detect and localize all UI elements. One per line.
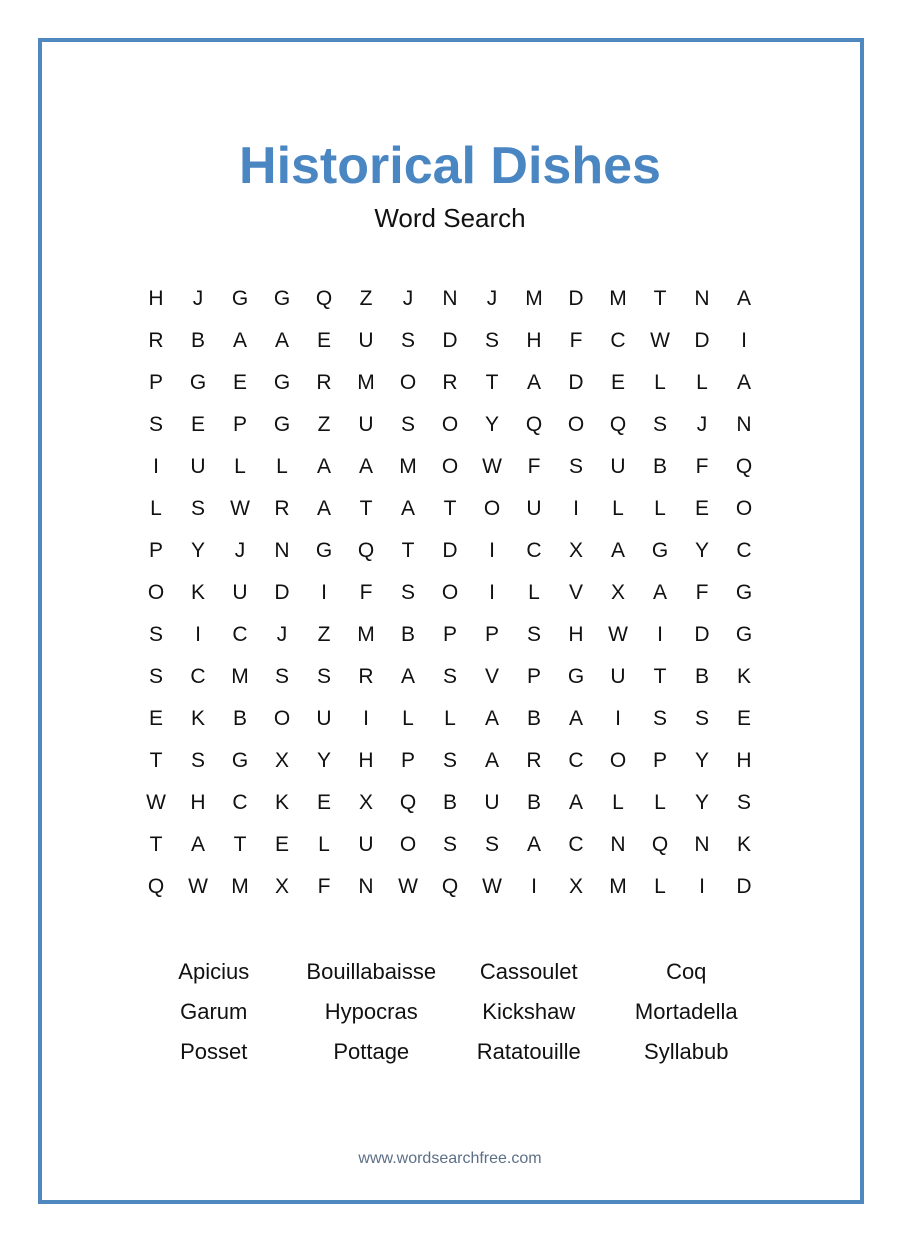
grid-letter[interactable]: S — [442, 749, 457, 772]
grid-row — [135, 530, 765, 572]
grid-letter[interactable]: Y — [694, 749, 709, 772]
grid-letter[interactable]: I — [699, 875, 705, 898]
grid-letter[interactable]: N — [274, 539, 290, 562]
grid-letter[interactable]: W — [482, 455, 502, 478]
grid-letter[interactable]: F — [695, 455, 709, 478]
grid-row — [135, 614, 765, 656]
grid-letter[interactable]: A — [190, 833, 205, 856]
grid-letter[interactable]: W — [650, 329, 670, 352]
grid-letter[interactable]: O — [441, 413, 459, 436]
grid-letter[interactable]: N — [736, 413, 752, 436]
grid-letter[interactable]: O — [735, 497, 753, 520]
grid-letter[interactable]: G — [189, 371, 207, 394]
grid-letter[interactable]: E — [316, 791, 331, 814]
grid-letter[interactable]: S — [484, 833, 499, 856]
grid-letter[interactable]: L — [402, 707, 414, 730]
grid-letter[interactable]: S — [694, 707, 709, 730]
grid-letter[interactable]: I — [153, 455, 159, 478]
grid-letter[interactable]: P — [148, 371, 163, 394]
grid-letter[interactable]: T — [401, 539, 415, 562]
grid-letter[interactable]: A — [484, 707, 499, 730]
grid-row — [135, 320, 765, 362]
grid-letter[interactable]: F — [317, 875, 331, 898]
grid-letter[interactable]: A — [526, 371, 541, 394]
grid-letter[interactable]: Q — [651, 833, 669, 856]
grid-letter[interactable]: D — [694, 329, 710, 352]
grid-letter[interactable]: P — [148, 539, 163, 562]
grid-letter[interactable]: N — [694, 287, 710, 310]
grid-letter[interactable]: Q — [147, 875, 165, 898]
word-list-item: Syllabub — [644, 1039, 729, 1064]
grid-letter[interactable]: E — [694, 497, 709, 520]
grid-letter[interactable]: B — [232, 707, 247, 730]
grid-letter[interactable]: Q — [399, 791, 417, 814]
grid-letter[interactable]: M — [609, 875, 627, 898]
word-list-item: Garum — [180, 999, 248, 1024]
grid-letter[interactable]: A — [610, 539, 625, 562]
grid-letter[interactable]: D — [442, 539, 458, 562]
grid-letter[interactable]: G — [273, 371, 291, 394]
grid-letter[interactable]: W — [482, 875, 502, 898]
grid-letter[interactable]: F — [527, 455, 541, 478]
grid-letter[interactable]: E — [316, 329, 331, 352]
grid-letter[interactable]: V — [484, 665, 499, 688]
grid-letter[interactable]: G — [273, 287, 291, 310]
grid-letter[interactable]: U — [484, 791, 500, 814]
grid-letter[interactable]: B — [694, 665, 709, 688]
grid-letter[interactable]: R — [358, 665, 374, 688]
grid-letter[interactable]: R — [316, 371, 332, 394]
grid-letter[interactable]: K — [274, 791, 289, 814]
grid-letter[interactable]: G — [735, 623, 753, 646]
word-list — [135, 952, 765, 1072]
grid-letter[interactable]: E — [190, 413, 205, 436]
grid-letter[interactable]: L — [612, 791, 624, 814]
grid-letter[interactable]: B — [190, 329, 205, 352]
grid-letter[interactable]: W — [608, 623, 628, 646]
grid-letter[interactable]: O — [147, 581, 165, 604]
grid-letter[interactable]: A — [232, 329, 247, 352]
grid-letter[interactable]: C — [232, 791, 248, 814]
grid-letter[interactable]: Z — [359, 287, 373, 310]
grid-letter[interactable]: A — [568, 791, 583, 814]
grid-letter[interactable]: M — [525, 287, 543, 310]
grid-letter[interactable]: C — [568, 749, 584, 772]
grid-letter[interactable]: R — [526, 749, 542, 772]
grid-letter[interactable]: S — [316, 665, 331, 688]
grid-letter[interactable]: R — [148, 329, 164, 352]
word-list-item: Kickshaw — [482, 999, 576, 1024]
grid-letter[interactable]: R — [274, 497, 290, 520]
grid-letter[interactable]: S — [148, 413, 163, 436]
grid-letter[interactable]: I — [489, 539, 495, 562]
grid-row — [135, 362, 765, 404]
grid-letter[interactable]: X — [358, 791, 373, 814]
grid-letter[interactable]: G — [231, 749, 249, 772]
grid-letter[interactable]: U — [358, 833, 374, 856]
grid-letter[interactable]: T — [485, 371, 499, 394]
grid-letter[interactable]: K — [190, 581, 205, 604]
grid-letter[interactable]: L — [612, 497, 624, 520]
grid-letter[interactable]: O — [399, 833, 417, 856]
grid-letter[interactable]: G — [735, 581, 753, 604]
grid-letter[interactable]: T — [443, 497, 457, 520]
grid-letter[interactable]: N — [610, 833, 626, 856]
grid-letter[interactable]: L — [654, 371, 666, 394]
grid-letter[interactable]: Q — [357, 539, 375, 562]
grid-letter[interactable]: Q — [735, 455, 753, 478]
grid-letter[interactable]: C — [610, 329, 626, 352]
grid-letter[interactable]: A — [358, 455, 373, 478]
grid-letter[interactable]: I — [195, 623, 201, 646]
grid-letter[interactable]: B — [526, 707, 541, 730]
word-list-item: Cassoulet — [479, 959, 578, 984]
grid-letter[interactable]: E — [610, 371, 625, 394]
grid-letter[interactable]: U — [190, 455, 206, 478]
grid-letter[interactable]: O — [399, 371, 417, 394]
grid-letter[interactable]: M — [399, 455, 417, 478]
grid-letter[interactable]: A — [274, 329, 289, 352]
grid-letter[interactable]: D — [442, 329, 458, 352]
grid-letter[interactable]: S — [148, 665, 163, 688]
grid-letter[interactable]: A — [526, 833, 541, 856]
grid-row — [135, 782, 765, 824]
grid-letter[interactable]: V — [568, 581, 583, 604]
grid-letter[interactable]: L — [234, 455, 246, 478]
grid-letter[interactable]: U — [526, 497, 542, 520]
grid-letter[interactable]: Z — [317, 623, 331, 646]
grid-letter[interactable]: G — [651, 539, 669, 562]
grid-letter[interactable]: S — [736, 791, 751, 814]
grid-letter[interactable]: T — [149, 749, 163, 772]
grid-letter[interactable]: L — [318, 833, 330, 856]
grid-letter[interactable]: J — [234, 539, 246, 562]
grid-letter[interactable]: D — [568, 371, 584, 394]
grid-letter[interactable]: S — [400, 329, 415, 352]
grid-letter[interactable]: P — [484, 623, 499, 646]
grid-letter[interactable]: L — [654, 791, 666, 814]
grid-letter[interactable]: M — [231, 665, 249, 688]
grid-letter[interactable]: S — [400, 581, 415, 604]
grid-letter[interactable]: I — [657, 623, 663, 646]
grid-letter[interactable]: K — [736, 833, 751, 856]
grid-letter[interactable]: S — [400, 413, 415, 436]
grid-letter[interactable]: I — [489, 581, 495, 604]
grid-letter[interactable]: S — [190, 497, 205, 520]
grid-letter[interactable]: Y — [316, 749, 331, 772]
grid-letter[interactable]: I — [615, 707, 621, 730]
grid-letter[interactable]: S — [442, 665, 457, 688]
grid-letter[interactable]: S — [148, 623, 163, 646]
grid-letter[interactable]: W — [146, 791, 166, 814]
grid-row — [135, 656, 765, 698]
grid-letter[interactable]: U — [610, 665, 626, 688]
grid-letter[interactable]: S — [274, 665, 289, 688]
grid-letter[interactable]: A — [736, 371, 751, 394]
grid-letter[interactable]: S — [442, 833, 457, 856]
grid-letter[interactable]: T — [233, 833, 247, 856]
grid-letter[interactable]: N — [442, 287, 458, 310]
grid-letter[interactable]: B — [400, 623, 415, 646]
grid-letter[interactable]: X — [274, 749, 289, 772]
word-list-item: Ratatouille — [476, 1039, 581, 1064]
grid-letter[interactable]: D — [736, 875, 752, 898]
grid-letter[interactable]: A — [400, 665, 415, 688]
grid-letter[interactable]: Q — [525, 413, 543, 436]
word-list-item: Pottage — [333, 1039, 410, 1064]
word-list-item: Apicius — [178, 959, 250, 984]
grid-letter[interactable]: Y — [694, 791, 709, 814]
grid-row — [135, 488, 765, 530]
grid-row — [135, 572, 765, 614]
grid-letter[interactable]: L — [528, 581, 540, 604]
grid-letter[interactable]: O — [273, 707, 291, 730]
page-subtitle: Word Search — [374, 203, 526, 233]
grid-letter[interactable]: R — [442, 371, 458, 394]
grid-letter[interactable]: D — [274, 581, 290, 604]
grid-letter[interactable]: F — [359, 581, 373, 604]
grid-letter[interactable]: D — [568, 287, 584, 310]
grid-letter[interactable]: L — [654, 875, 666, 898]
grid-letter[interactable]: A — [400, 497, 415, 520]
grid-letter[interactable]: C — [232, 623, 248, 646]
grid-letter[interactable]: T — [653, 287, 667, 310]
footer-url[interactable]: www.wordsearchfree.com — [358, 1150, 542, 1167]
grid-letter[interactable]: I — [741, 329, 747, 352]
grid-letter[interactable]: L — [654, 497, 666, 520]
grid-letter[interactable]: G — [231, 287, 249, 310]
grid-letter[interactable]: T — [149, 833, 163, 856]
grid-letter[interactable]: Q — [315, 287, 333, 310]
grid-letter[interactable]: G — [567, 665, 585, 688]
grid-letter[interactable]: E — [232, 371, 247, 394]
grid-letter[interactable]: U — [358, 413, 374, 436]
grid-letter[interactable]: C — [568, 833, 584, 856]
grid-letter[interactable]: D — [694, 623, 710, 646]
grid-letter[interactable]: P — [400, 749, 415, 772]
grid-letter[interactable]: L — [276, 455, 288, 478]
grid-letter[interactable]: E — [736, 707, 751, 730]
grid-letter[interactable]: X — [568, 539, 583, 562]
grid-letter[interactable]: P — [442, 623, 457, 646]
grid-letter[interactable]: M — [357, 371, 375, 394]
grid-letter[interactable]: H — [526, 329, 542, 352]
grid-letter[interactable]: G — [315, 539, 333, 562]
grid-letter[interactable]: E — [148, 707, 163, 730]
grid-letter[interactable]: L — [696, 371, 708, 394]
grid-letter[interactable]: O — [441, 581, 459, 604]
grid-letter[interactable]: T — [359, 497, 373, 520]
grid-letter[interactable]: B — [526, 791, 541, 814]
grid-letter[interactable]: O — [483, 497, 501, 520]
grid-letter[interactable]: M — [231, 875, 249, 898]
word-list-item: Bouillabaisse — [306, 959, 437, 984]
grid-letter[interactable]: C — [190, 665, 206, 688]
grid-letter[interactable]: H — [148, 287, 164, 310]
grid-letter[interactable]: A — [484, 749, 499, 772]
grid-letter[interactable]: Q — [609, 413, 627, 436]
grid-letter[interactable]: N — [358, 875, 374, 898]
grid-letter[interactable]: N — [694, 833, 710, 856]
grid-letter[interactable]: H — [190, 791, 206, 814]
grid-letter[interactable]: F — [569, 329, 583, 352]
grid-letter[interactable]: X — [568, 875, 583, 898]
grid-letter[interactable]: I — [573, 497, 579, 520]
grid-letter[interactable]: A — [652, 581, 667, 604]
grid-letter[interactable]: Y — [484, 413, 499, 436]
grid-letter[interactable]: T — [653, 665, 667, 688]
grid-letter[interactable]: H — [736, 749, 752, 772]
grid-letter[interactable]: O — [567, 413, 585, 436]
letter-grid — [135, 278, 765, 908]
word-list-item: Hypocras — [324, 999, 418, 1024]
grid-letter[interactable]: S — [652, 413, 667, 436]
grid-letter[interactable]: M — [357, 623, 375, 646]
grid-letter[interactable]: P — [526, 665, 541, 688]
grid-letter[interactable]: L — [444, 707, 456, 730]
grid-letter[interactable]: I — [321, 581, 327, 604]
grid-letter[interactable]: J — [192, 287, 204, 310]
grid-letter[interactable]: Y — [694, 539, 709, 562]
grid-letter[interactable]: C — [736, 539, 752, 562]
grid-letter[interactable]: O — [441, 455, 459, 478]
grid-letter[interactable]: H — [568, 623, 584, 646]
grid-letter[interactable]: O — [609, 749, 627, 772]
grid-letter[interactable]: U — [610, 455, 626, 478]
grid-letter[interactable]: P — [652, 749, 667, 772]
grid-letter[interactable]: Q — [441, 875, 459, 898]
grid-letter[interactable]: G — [273, 413, 291, 436]
grid-row — [135, 278, 765, 320]
grid-letter[interactable]: B — [442, 791, 457, 814]
grid-letter[interactable]: S — [190, 749, 205, 772]
grid-row — [135, 698, 765, 740]
grid-letter[interactable]: W — [230, 497, 250, 520]
grid-letter[interactable]: W — [398, 875, 418, 898]
grid-letter[interactable]: S — [568, 455, 583, 478]
grid-letter[interactable]: A — [316, 497, 331, 520]
grid-letter[interactable]: A — [736, 287, 751, 310]
grid-letter[interactable]: J — [276, 623, 288, 646]
grid-letter[interactable]: M — [609, 287, 627, 310]
grid-row — [135, 446, 765, 488]
grid-letter[interactable]: P — [232, 413, 247, 436]
grid-letter[interactable]: U — [316, 707, 332, 730]
word-list-item: Mortadella — [634, 999, 738, 1024]
grid-letter[interactable]: K — [736, 665, 751, 688]
grid-row — [135, 404, 765, 446]
grid-row — [135, 866, 765, 908]
grid-row — [135, 824, 765, 866]
grid-letter[interactable]: U — [232, 581, 248, 604]
grid-letter[interactable]: F — [695, 581, 709, 604]
grid-letter[interactable]: Y — [190, 539, 205, 562]
grid-letter[interactable]: A — [316, 455, 331, 478]
grid-letter[interactable]: C — [526, 539, 542, 562]
grid-letter[interactable]: B — [652, 455, 667, 478]
grid-letter[interactable]: L — [150, 497, 162, 520]
grid-letter[interactable]: I — [531, 875, 537, 898]
grid-letter[interactable]: J — [402, 287, 414, 310]
word-list-item: Posset — [180, 1039, 248, 1064]
grid-letter[interactable]: S — [526, 623, 541, 646]
grid-letter[interactable]: K — [190, 707, 205, 730]
grid-letter[interactable]: E — [274, 833, 289, 856]
grid-letter[interactable]: S — [484, 329, 499, 352]
word-list-item: Coq — [666, 959, 707, 984]
grid-row — [135, 740, 765, 782]
grid-letter[interactable]: U — [358, 329, 374, 352]
grid-letter[interactable]: X — [274, 875, 289, 898]
page-title: Historical Dishes — [239, 137, 661, 195]
grid-letter[interactable]: S — [652, 707, 667, 730]
grid-letter[interactable]: Z — [317, 413, 331, 436]
grid-letter[interactable]: I — [363, 707, 369, 730]
grid-letter[interactable]: J — [696, 413, 708, 436]
grid-letter[interactable]: W — [188, 875, 208, 898]
grid-letter[interactable]: X — [610, 581, 625, 604]
grid-letter[interactable]: J — [486, 287, 498, 310]
grid-letter[interactable]: H — [358, 749, 374, 772]
grid-letter[interactable]: A — [568, 707, 583, 730]
